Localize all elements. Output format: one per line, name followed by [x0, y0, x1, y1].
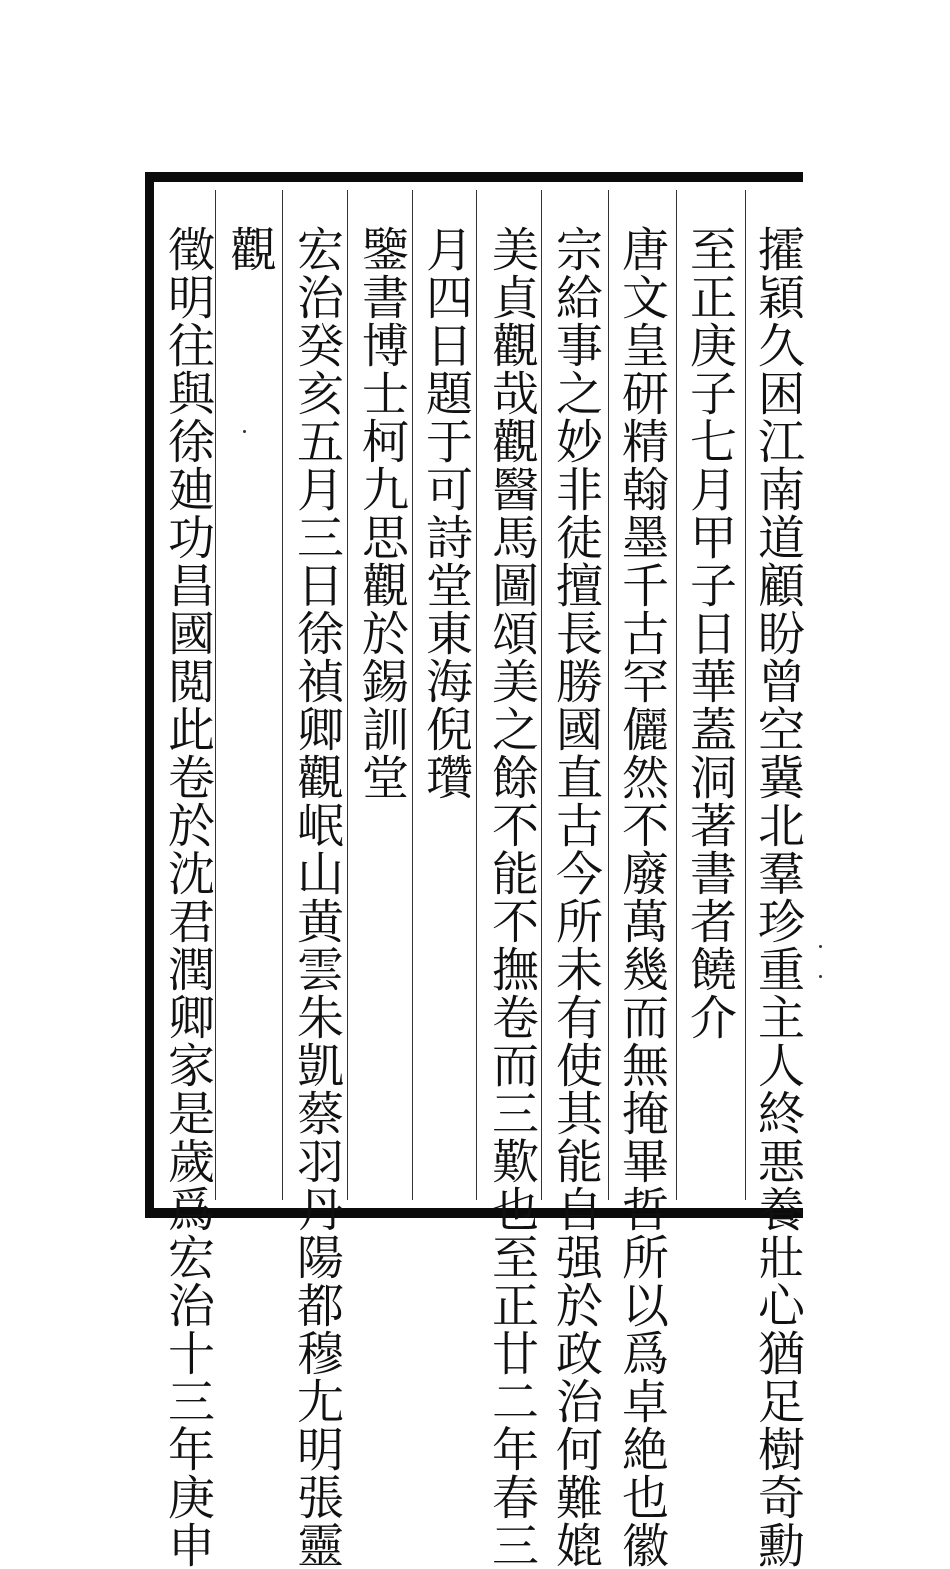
column-divider: [282, 190, 283, 1200]
text-column: 觀: [222, 225, 277, 273]
text-column: 鑒書博士柯九思觀於錫訓堂: [354, 225, 409, 801]
left-border-rule: [145, 172, 154, 1218]
ink-speck: [243, 430, 246, 433]
column-divider: [608, 190, 609, 1200]
ink-speck: [819, 975, 822, 978]
text-column: 唐文皇研精翰墨千古罕儷然不廢萬幾而無掩畢哲所以爲卓絶也徽: [614, 225, 669, 1569]
text-column: 攉穎久困江南道顧盼曾空冀北羣珍重主人終悪養壯心猶足樹奇勳: [750, 225, 805, 1569]
ink-speck: [819, 945, 822, 948]
text-column: 美貞觀哉觀醫馬圖頌美之餘不能不撫卷而三歎也至正廿二年春三: [484, 225, 539, 1569]
text-column: 宗給事之妙非徒擅長勝國直古今所未有使其能自强於政治何難媲: [548, 225, 603, 1569]
text-column: 至正庚子七月甲子日華蓋洞著書者饒介: [682, 225, 737, 1041]
column-divider: [745, 190, 746, 1200]
column-divider: [215, 190, 216, 1200]
column-divider: [541, 190, 542, 1200]
top-border-rule: [145, 172, 803, 182]
column-divider: [412, 190, 413, 1200]
bottom-border-rule: [145, 1208, 803, 1218]
column-divider: [676, 190, 677, 1200]
column-divider: [476, 190, 477, 1200]
text-column: 宏治癸亥五月三日徐禎卿觀岷山黄雲朱凱蔡羽丹陽都穆尢明張靈: [289, 225, 344, 1569]
column-divider: [347, 190, 348, 1200]
text-column: 徵明往與徐廸功昌國閲此卷於沈君潤卿家是歲爲宏治十三年庚申: [160, 225, 215, 1569]
text-column: 月四日題于可詩堂東海倪瓚: [418, 225, 473, 801]
